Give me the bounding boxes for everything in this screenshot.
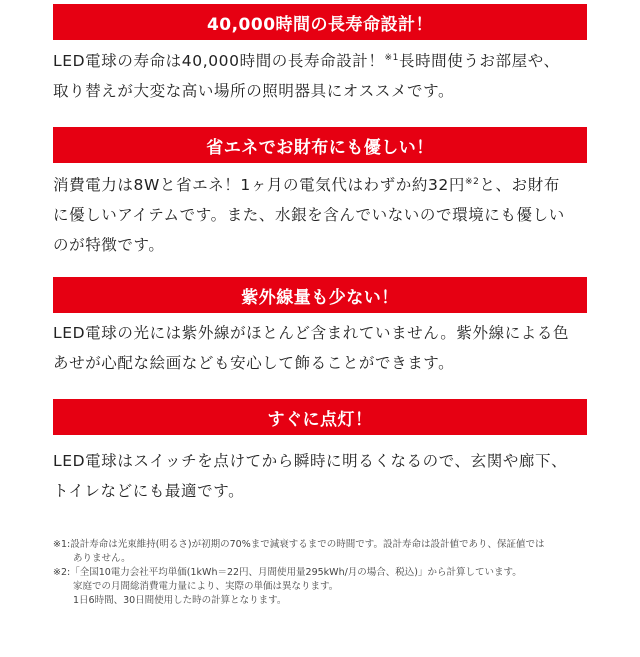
footnote-1-continued: ありません。 — [73, 553, 131, 564]
text-line: 取り替えが大変な高い場所の照明器具にオススメです。 — [53, 82, 455, 100]
text-line: 消費電力は8Wと省エネ！1ヶ月の電気代はわずか約32円$^{※2}$と、お財布 — [53, 176, 560, 194]
footnote-ref-1: ※1 — [384, 52, 399, 63]
text-line: トイレなどにも最適です。 — [53, 482, 245, 500]
section-heading-low-uv: 紫外線量も少ない！ — [53, 277, 587, 313]
section-text-energy-saving — [53, 170, 593, 260]
text-line: あせが心配な絵画なども安心して飾ることができます。 — [53, 354, 455, 372]
footnote-ref-2: ※2 — [464, 176, 480, 187]
section-heading-long-life: 40,000時間の長寿命設計！ — [53, 4, 587, 40]
section-text-long-life — [53, 46, 593, 106]
section-text-instant-on — [53, 446, 593, 506]
text-line: LED電球はスイッチを点けてから瞬時に明るくなるので、玄関や廊下、 — [53, 452, 568, 470]
text-line: LED電球の寿命は40,000時間の長寿命設計！$^{※1}$長時間使うお部屋や、 — [53, 52, 560, 70]
text-line: に優しいアイテムです。また、水銀を含んでいないので環境にも優しい — [53, 206, 565, 224]
text-line: のが特徴です。 — [53, 236, 165, 254]
text-line: LED電球の光には紫外線がほとんど含まれていません。紫外線による色 — [53, 324, 570, 342]
section-text-low-uv — [53, 318, 593, 378]
section-heading-instant-on: すぐに点灯！ — [53, 399, 587, 435]
footnote-2-continued: 1日6時間、30日間使用した時の計算となります。 — [73, 595, 287, 606]
footnotes — [53, 538, 593, 608]
section-heading-energy-saving: 省エネでお財布にも優しい！ — [53, 127, 587, 163]
footnote-2-continued: 家庭での月間総消費電力量により、実際の単価は異なります。 — [73, 581, 339, 592]
footnote-2: ※2:「全国10電力会社平均単価(1kWh＝22円、月間使用量295kWh/月の場合、税込)」から計算しています。 — [53, 567, 522, 578]
footnote-1: ※1:設計寿命は光束維持(明るさ)が初期の70%まで減衰するまでの時間です。設計寿命は設計値であり、保証値では — [53, 539, 545, 550]
